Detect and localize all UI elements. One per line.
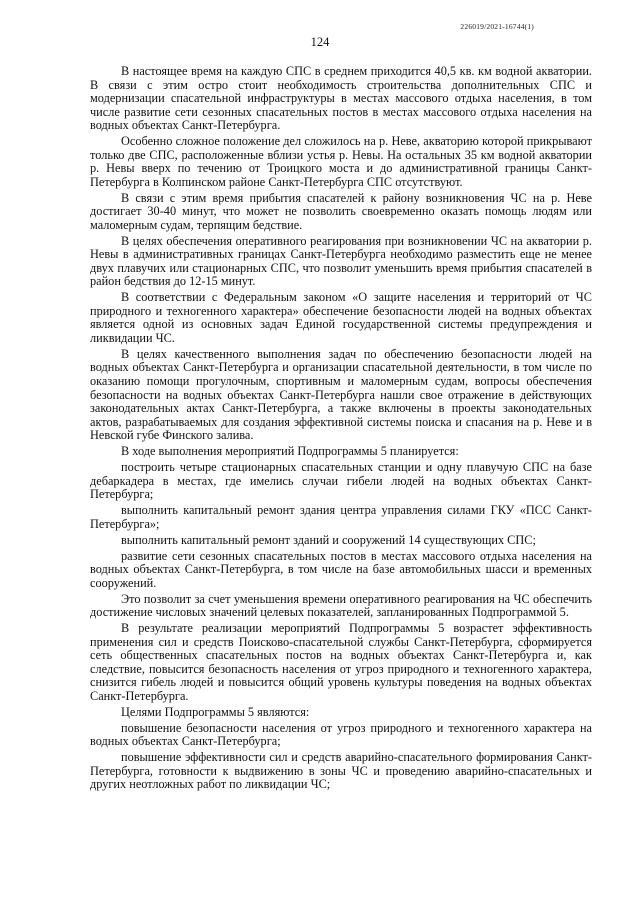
- paragraph: В целях качественного выполнения задач по обеспечению безопасности людей на водных объектах Санкт-Петербурга и организации спасательной деятельности, в том числе по оказанию помощи прогулочным, спортивным и маломерным судам, вопросы обеспечения безопасности на водных объектах Санкт-Петербурга нашли свое отражение в действующих законодательных актах Санкт-Петербурга, а также включены в проекты законодательных актов, разрабатываемых для создания эффективной системы поиска и спасания на р. Неве и в Невской губе Финского залива.: [90, 346, 592, 443]
- paragraph: Особенно сложное положение дел сложилось на р. Неве, акваторию которой прикрывают только две СПС, расположенные вблизи устья р. Невы. На остальных 35 км водной акватории р. Невы вверх по течению от Троицкого моста и до административной границы Санкт-Петербурга в Колпинском районе Санкт-Петербурга СПС отсутствуют.: [90, 134, 592, 189]
- paragraph: В ходе выполнения мероприятий Подпрограммы 5 планируется:: [121, 444, 459, 459]
- document-id: 226019/2021-16744(1): [460, 22, 534, 31]
- list-item: выполнить капитальный ремонт зданий и сооружений 14 существующих СПС;: [121, 532, 536, 547]
- paragraph: В результате реализации мероприятий Подпрограммы 5 возрастет эффективность применения сил и средств Поисково-спасательной службы Санкт-Петербурга, сформируется сеть общественных спасательных постов на водных объектах Санкт-Петербурга и, как следствие, повысится безопасность населения от угроз природного и техногенного характера, снизится гибель людей и повысится общий уровень культуры поведения на водных объектах Санкт-Петербурга.: [90, 621, 592, 703]
- paragraph: В целях обеспечения оперативного реагирования при возникновении ЧС на акватории р. Невы в административных границах Санкт-Петербурга необходимо разместить еще не менее двух плавучих или стационарных СПС, что позволит уменьшить время прибытия спасателей в район бедствия до 12-15 минут.: [90, 233, 592, 289]
- list-item: развитие сети сезонных спасательных постов в местах массового отдыха населения на водных объектах Санкт-Петербурга, в том числе на базе автомобильных шасси и временных сооружений.: [90, 548, 592, 590]
- list-item: повышение безопасности населения от угроз природного и техногенного характера на водных объектах Санкт-Петербурга;: [90, 720, 592, 749]
- paragraph: В настоящее время на каждую СПС в среднем приходится 40,5 кв. км водной акватории. В связи с этим остро стоит необходимость строительства дополнительных СПС и модернизации спасательной инфраструктуры в местах массового отдыха населения, в том числе развитие сети сезонных спасательных постов в местах массового отдыха населения на водных объектах Санкт-Петербурга.: [90, 64, 592, 133]
- paragraph: Это позволит за счет уменьшения времени оперативного реагирования на ЧС обеспечить достижение числовых значений целевых показателей, запланированных Подпрограммой 5.: [90, 591, 592, 620]
- paragraph: В связи с этим время прибытия спасателей к району возникновения ЧС на р. Неве достигает 30-40 минут, что может не позволить своевременно оказать помощь людям или маломерным судам, терпящим бедствие.: [90, 190, 592, 232]
- paragraph: Целями Подпрограммы 5 являются:: [121, 704, 310, 719]
- document-body: [90, 65, 592, 794]
- paragraph: В соответствии с Федеральным законом «О защите населения и территорий от ЧС природного и техногенного характера» обеспечение безопасности людей на водных объектах является одной из основных задач Единой государственной системы предупреждения и ликвидации ЧС.: [90, 290, 592, 345]
- list-item: выполнить капитальный ремонт здания центра управления силами ГКУ «ПСС Санкт-Петербурга»;: [90, 503, 592, 531]
- page-number: 124: [310, 35, 330, 49]
- list-item: повышение эффективности сил и средств аварийно-спасательного формирования Санкт-Петербурга, готовности к выдвижению в зоны ЧС и проведению аварийно-спасательных и других неотложных работ по ликвидации ЧС;: [90, 750, 592, 792]
- list-item: построить четыре стационарных спасательных станции и одну плавучую СПС на базе дебаркадера в местах, где имелись случаи гибели людей на водных объектах Санкт-Петербурга;: [90, 460, 592, 502]
